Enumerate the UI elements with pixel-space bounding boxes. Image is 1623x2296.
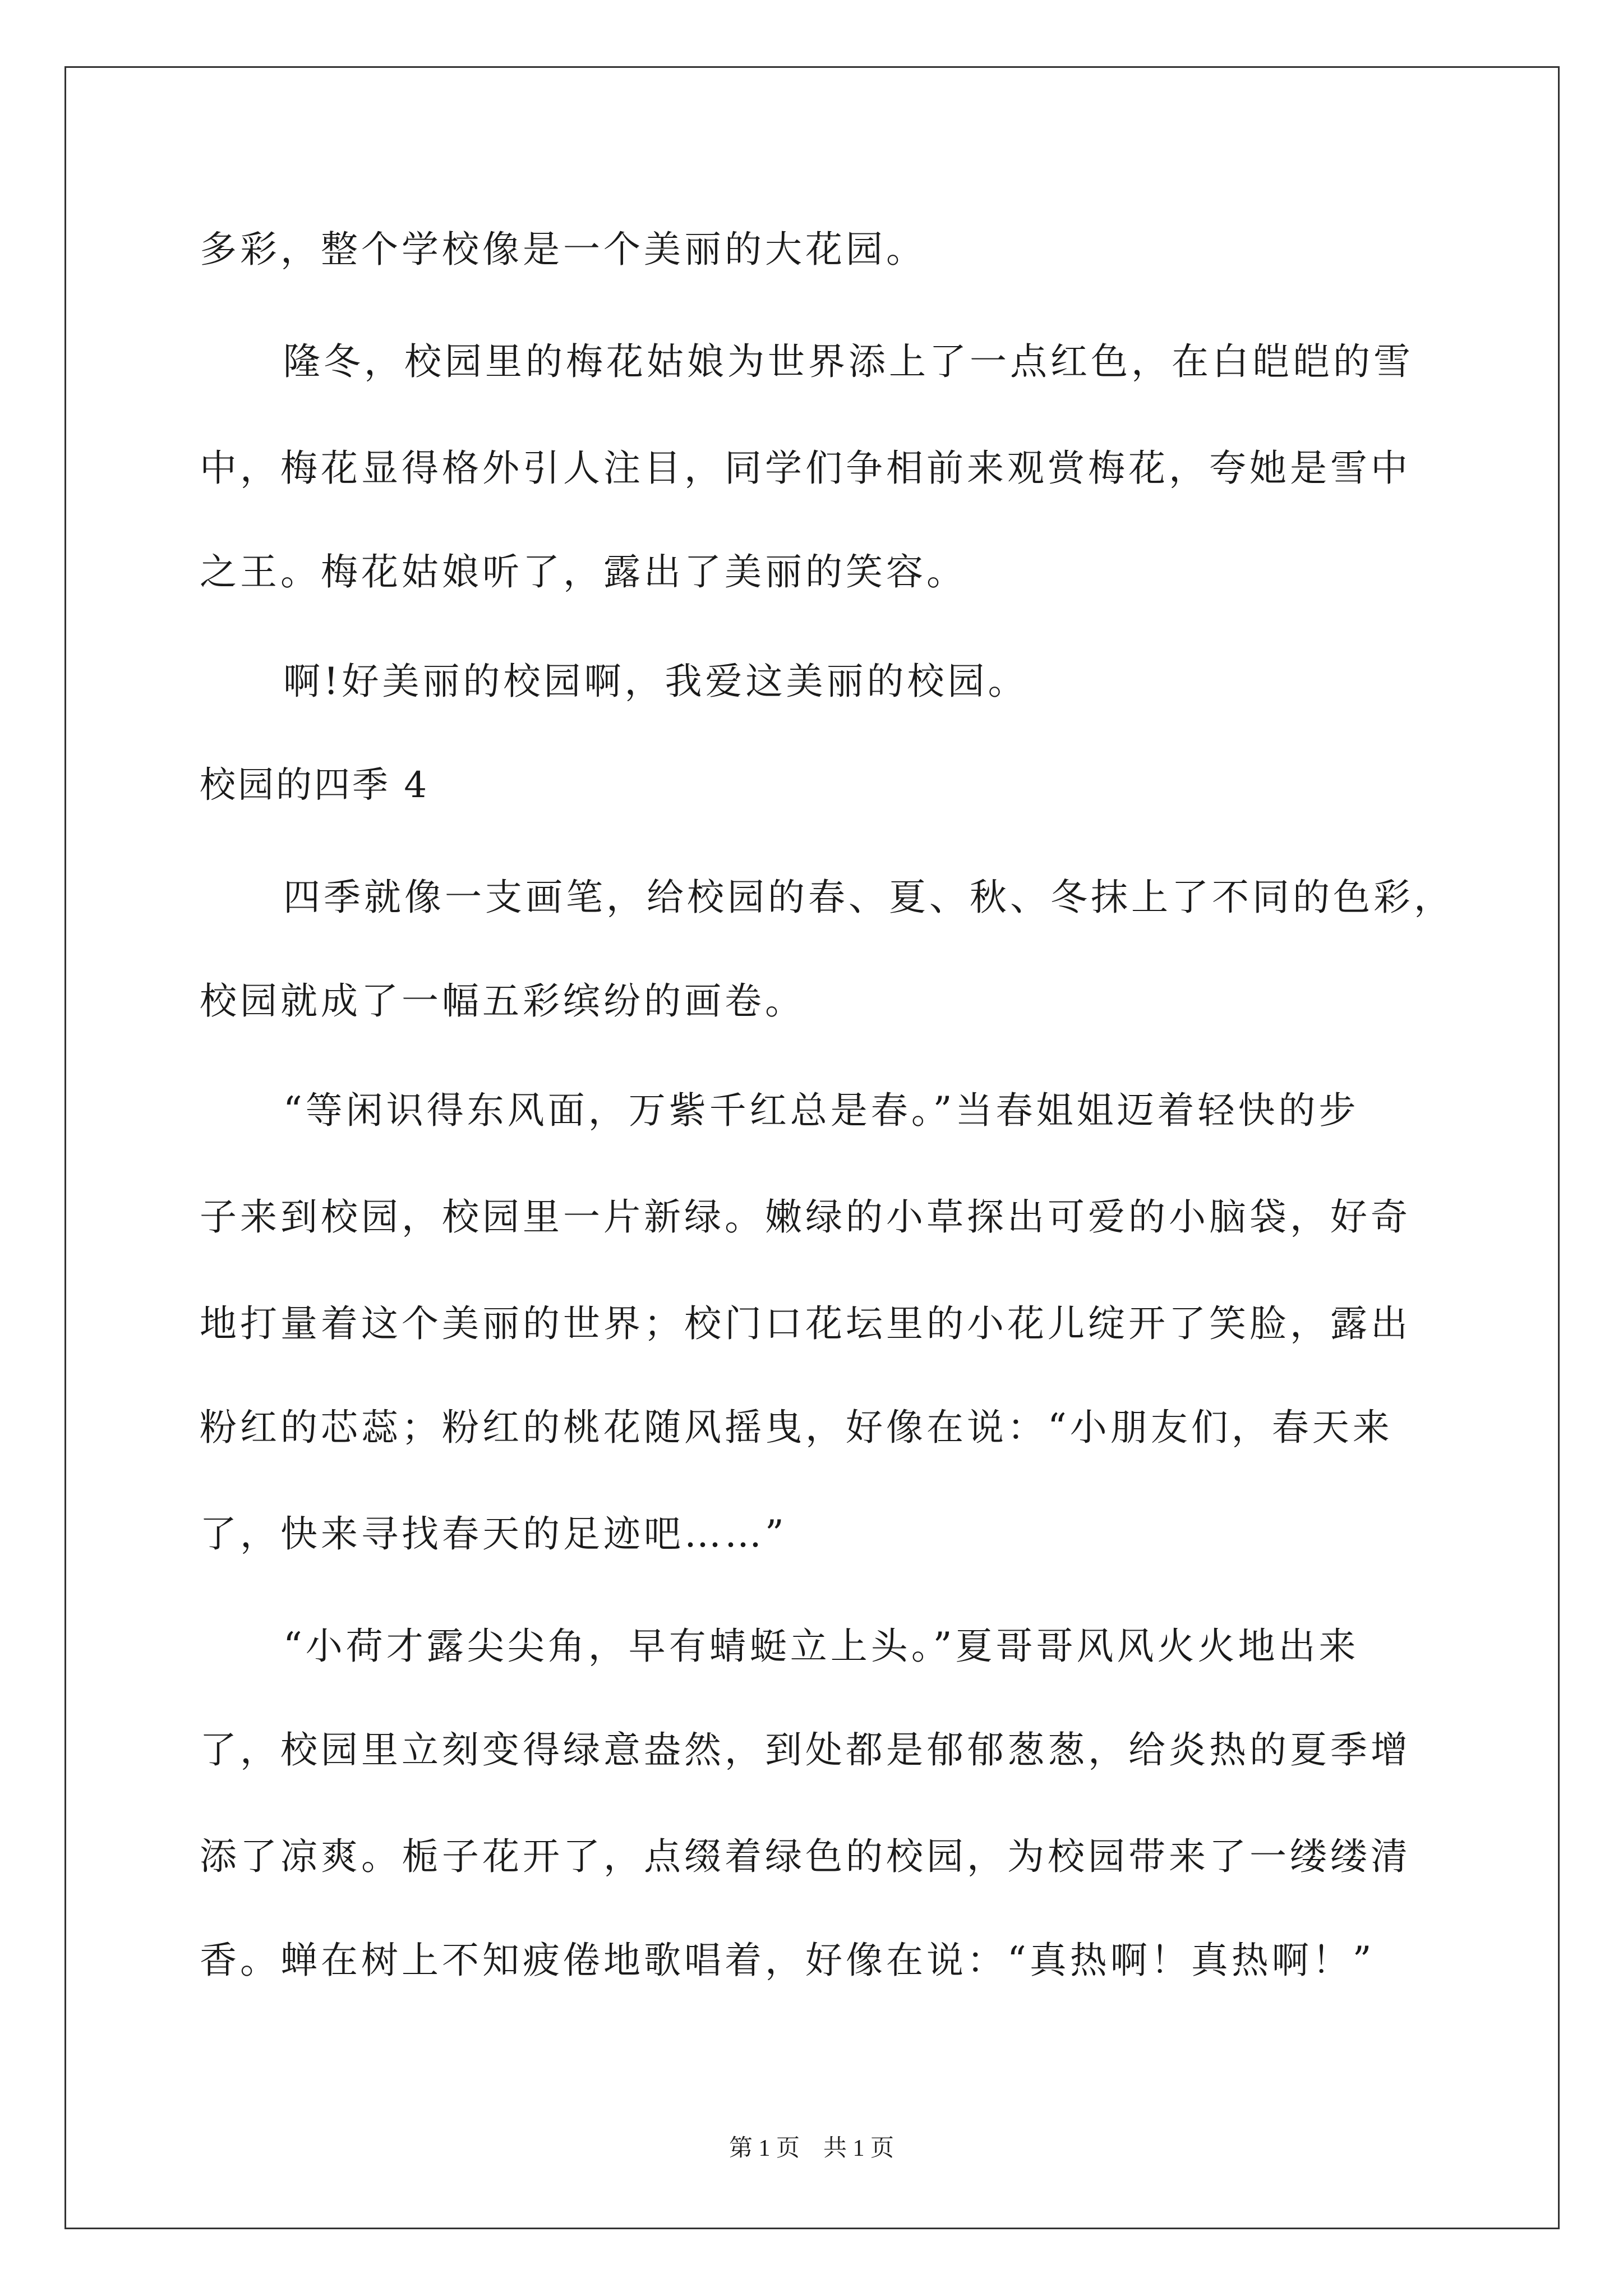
page-border [64, 66, 1560, 2229]
text-line: 了，校园里立刻变得绿意盎然，到处都是郁郁葱葱，给炎热的夏季增 [200, 1728, 1411, 1772]
text-line: 粉红的芯蕊；粉红的桃花随风摇曳，好像在说：“小朋友们，春天来 [200, 1406, 1393, 1449]
text-line: 四季就像一支画笔，给校园的春、夏、秋、冬抹上了不同的色彩， [283, 876, 1454, 919]
page-footer: 第 1 页 共 1 页 [728, 2136, 894, 2161]
text-line: “等闲识得东风面，万紫千红总是春。”当春姐姐迈着轻快的步 [283, 1089, 1359, 1132]
text-line: 校园就成了一幅五彩缤纷的画卷。 [200, 979, 805, 1023]
text-line: 添了凉爽。栀子花开了，点缀着绿色的校园，为校园带来了一缕缕清 [200, 1835, 1411, 1878]
text-line: “小荷才露尖尖角，早有蜻蜓立上头。”夏哥哥风风火火地出来 [283, 1625, 1359, 1668]
text-line: 中，梅花显得格外引人注目，同学们争相前来观赏梅花，夸她是雪中 [200, 447, 1411, 490]
text-line: 多彩，整个学校像是一个美丽的大花园。 [200, 228, 926, 271]
text-line: 之王。梅花姑娘听了，露出了美丽的笑容。 [200, 550, 967, 593]
text-line: 子来到校园，校园里一片新绿。嫩绿的小草探出可爱的小脑袋，好奇 [200, 1195, 1411, 1239]
text-line: 地打量着这个美丽的世界；校门口花坛里的小花儿绽开了笑脸，露出 [200, 1302, 1411, 1345]
text-line: 香。蝉在树上不知疲倦地歌唱着，好像在说：“真热啊！真热啊！” [200, 1939, 1375, 1982]
text-line: 啊!好美丽的校园啊，我爱这美丽的校园。 [283, 660, 1029, 703]
text-line: 隆冬，校园里的梅花姑娘为世界添上了一点红色，在白皑皑的雪 [283, 340, 1414, 383]
text-line: 了，快来寻找春天的足迹吧……” [200, 1512, 787, 1556]
section-heading: 校园的四季 4 [200, 765, 430, 806]
